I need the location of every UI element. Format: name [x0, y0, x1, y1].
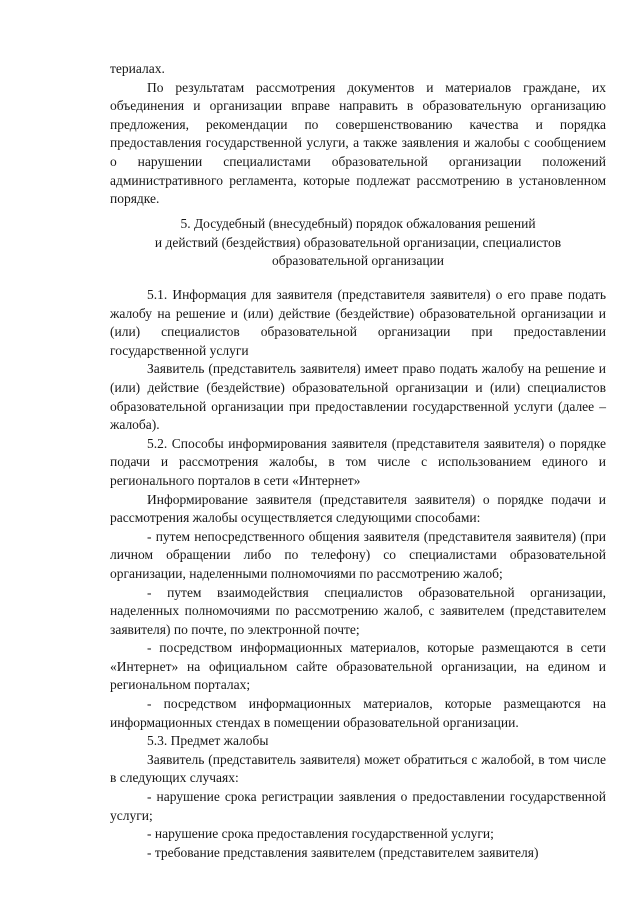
list-item-postal-contact: - путем взаимодействия специалистов образовательной организации, наделенных полномочиями по рассмотрению жалоб, с заявителем (представителем заявителя) по почте, по электронной почте;	[110, 584, 606, 637]
paragraph-proposals: По результатам рассмотрения документов и материалов граждане, их объединения и организации вправе направить в образовательную организацию предложения, рекомендации по совершенствованию качества и порядка предоставления государственной услуги, а также заявления и жалобы с сообщением о нарушении специалистами образовательной организации положений административного регламента, которые подлежат рассмотрению в установленном порядке.	[110, 79, 606, 207]
paragraph-informing-methods: Информирование заявителя (представителя заявителя) о порядке подачи и рассмотрения жалобы осуществляется следующими способами:	[110, 491, 606, 526]
list-item-document-request: - требование представления заявителем (представителем заявителя)	[147, 844, 539, 860]
list-item-registration-delay: - нарушение срока регистрации заявления о предоставлении государственной услуги;	[110, 789, 606, 823]
section-5-heading	[110, 215, 606, 271]
list-item-service-delay: - нарушение срока предоставления государственной услуги;	[147, 826, 494, 842]
text-block-main	[110, 286, 606, 862]
text-block-top	[110, 60, 606, 209]
list-item-stand-materials: - посредством информационных материалов, которые размещаются на информационных стендах в помещении образовательной организации.	[110, 696, 606, 730]
paragraph-complaint-cases: Заявитель (представитель заявителя) может обратиться с жалобой, в том числе в следующих случаях:	[110, 751, 606, 786]
paragraph-right-to-complain: Заявитель (представитель заявителя) имеет право подать жалобу на решение и (или) действие (бездействие) образовательной организации и (или) специалистов образовательной организации при предоставлении государственной услуги (далее – жалоба).	[110, 361, 606, 433]
list-item-direct-contact: - путем непосредственного общения заявителя (представителя заявителя) (при личном обращении либо по телефону) со специалистами образовательной организации, наделенными полномочиями по рассмотрению жалоб;	[110, 528, 606, 581]
subsection-5-1: 5.1. Информация для заявителя (представителя заявителя) о его праве подать жалобу на решение и (или) действие (бездействие) образовательной организации и (или) специалистов образовательной организации при предоставлении государственной услуги	[110, 287, 606, 358]
subsection-5-2: 5.2. Способы информирования заявителя (представителя заявителя) о порядке подачи и рассмотрения жалобы, в том числе с использованием единого и регионального порталов в сети «Интернет»	[110, 435, 606, 488]
list-item-internet-materials: - посредством информационных материалов, которые размещаются в сети «Интернет» на официальном сайте образовательной организации, на едином и региональном порталах;	[110, 640, 606, 693]
heading-line-3: образовательной организации	[271, 253, 445, 269]
section-heading	[110, 215, 606, 271]
continued-paragraph: териалах.	[110, 61, 165, 76]
heading-line-1: 5. Досудебный (внесудебный) порядок обжалования решений	[180, 216, 536, 231]
subsection-5-3: 5.3. Предмет жалобы	[147, 733, 269, 749]
heading-line-2: и действий (бездействия) образовательной организации, специалистов	[154, 234, 562, 250]
